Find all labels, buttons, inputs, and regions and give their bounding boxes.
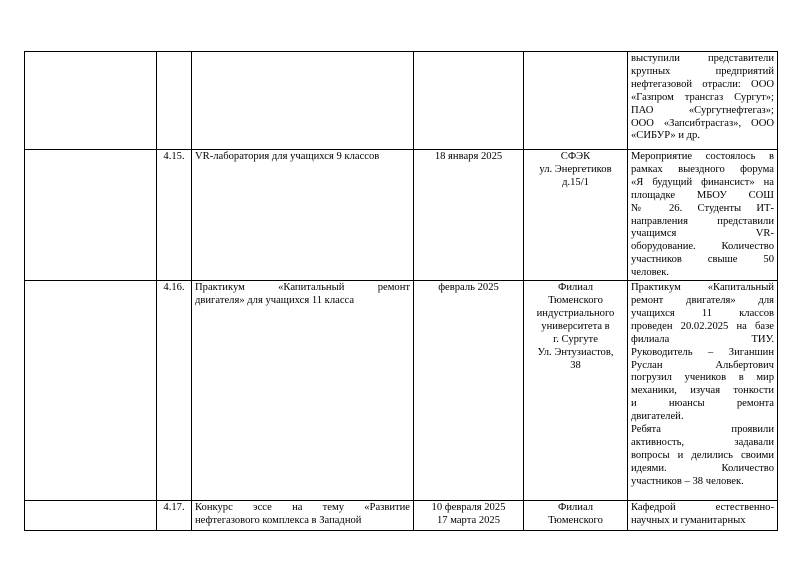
event-result-line: человек. xyxy=(631,267,670,279)
event-result-line: участников – 38 человек. xyxy=(631,475,744,487)
event-result-line: активность, задавали xyxy=(631,436,774,448)
event-date xyxy=(414,501,524,531)
event-result-line: механики, изучая тонкости xyxy=(631,385,774,397)
event-result-line: крупных предприятий xyxy=(631,65,774,77)
event-name-line: Конкурс эссе на тему «Развитие xyxy=(195,502,410,514)
event-result-line: выступили представители xyxy=(631,53,774,64)
event-date xyxy=(414,281,524,501)
event-result-line: учащихся 11 классов xyxy=(631,307,774,319)
event-place-line: д.15/1 xyxy=(562,176,589,188)
blank-cell xyxy=(25,501,157,531)
event-result-line: филиала ТИУ. xyxy=(631,333,774,345)
event-result xyxy=(628,281,778,501)
event-place-line: Филиал xyxy=(557,282,594,294)
event-result-line: Руководитель – Зиганшин xyxy=(631,346,774,358)
event-place xyxy=(524,150,628,281)
event-date xyxy=(414,52,524,150)
event-result-line: ремонт двигателя» для xyxy=(631,294,774,306)
event-result xyxy=(628,52,778,150)
item-number: 4.16. xyxy=(157,281,192,501)
event-result-line: «Газпром трансгаз Сургут»; xyxy=(631,91,774,103)
blank-cell xyxy=(25,52,157,150)
event-place xyxy=(524,52,628,150)
event-result-line: учащимся VR- xyxy=(631,228,774,240)
events-table xyxy=(24,51,778,531)
event-date-line: февраль 2025 xyxy=(438,282,499,294)
event-place-line: г. Сургуте xyxy=(553,333,598,345)
event-place-line: 38 xyxy=(570,359,581,371)
event-date-line: 10 февраля 2025 xyxy=(431,502,506,514)
event-result-line: участников свыше 50 xyxy=(631,254,774,266)
event-date xyxy=(414,150,524,281)
event-name-line: VR-лаборатория для учащихся 9 классов xyxy=(195,151,380,162)
event-result-line: рамках выездного форума xyxy=(631,163,774,175)
event-result-line: № 26. Студенты ИТ- xyxy=(631,202,774,214)
event-name-line: двигателя» для учащихся 11 класса xyxy=(195,294,355,306)
event-place-line: университета в xyxy=(541,320,610,332)
event-name xyxy=(192,501,414,531)
event-place-line: СФЭК xyxy=(560,151,591,162)
event-result-line: нефтегазовой отрасли: ООО xyxy=(631,78,774,90)
event-result-line: и нюансы ремонта xyxy=(631,398,774,410)
event-result-line: вопросы и делились своими xyxy=(631,449,774,461)
event-date-line: 17 марта 2025 xyxy=(436,514,501,526)
event-result-line: погрузил учеников в мир xyxy=(631,372,774,384)
event-result-line: Руслан Альбертович xyxy=(631,359,774,371)
event-result xyxy=(628,150,778,281)
event-result-line: площадке МБОУ СОШ xyxy=(631,189,774,201)
item-number: 4.17. xyxy=(157,501,192,531)
event-place-line: индустриального xyxy=(536,307,615,319)
event-result-line: Мероприятие состоялось в xyxy=(631,151,774,162)
event-place xyxy=(524,501,628,531)
event-name-line: Практикум «Капитальный ремонт xyxy=(195,282,410,294)
table-row xyxy=(25,52,778,150)
event-place-line: ул. Энергетиков xyxy=(539,163,612,175)
event-result-line: направления представили xyxy=(631,215,774,227)
item-number xyxy=(157,52,192,150)
event-place-line: Тюменского xyxy=(548,294,603,306)
event-result-line: ООО «Запсибтрасгаз», ООО xyxy=(631,117,774,129)
event-place-line: Тюменского xyxy=(548,514,603,526)
table-row xyxy=(25,150,778,281)
event-name xyxy=(192,150,414,281)
blank-cell xyxy=(25,281,157,501)
blank-cell xyxy=(25,150,157,281)
event-result-line: идеями. Количество xyxy=(631,462,774,474)
event-result-line: проведен 20.02.2025 на базе xyxy=(631,320,774,332)
event-result-line: оборудование. Количество xyxy=(631,241,774,253)
event-name xyxy=(192,52,414,150)
event-result-line: Практикум «Капитальный xyxy=(631,282,774,294)
event-date-line: 18 января 2025 xyxy=(434,151,503,162)
item-number: 4.15. xyxy=(157,150,192,281)
event-result-line: научных и гуманитарных xyxy=(631,514,746,526)
event-place xyxy=(524,281,628,501)
event-result-line: «СИБУР» и др. xyxy=(631,130,700,142)
event-name xyxy=(192,281,414,501)
event-place-line: Ул. Энтузиастов, xyxy=(537,346,614,358)
event-result-line: двигателей. xyxy=(631,411,684,423)
event-result-line: Ребята проявили xyxy=(631,424,774,436)
table-row xyxy=(25,281,778,501)
event-result-line: ПАО «Сургутнефтегаз»; xyxy=(631,104,774,116)
event-place-line: Филиал xyxy=(557,502,594,514)
table-row xyxy=(25,501,778,531)
event-name-line: нефтегазового комплекса в Западной xyxy=(195,514,362,526)
event-result xyxy=(628,501,778,531)
event-result-line: «Я будущий финансист» на xyxy=(631,176,774,188)
event-result-line: Кафедрой естественно- xyxy=(631,502,774,514)
